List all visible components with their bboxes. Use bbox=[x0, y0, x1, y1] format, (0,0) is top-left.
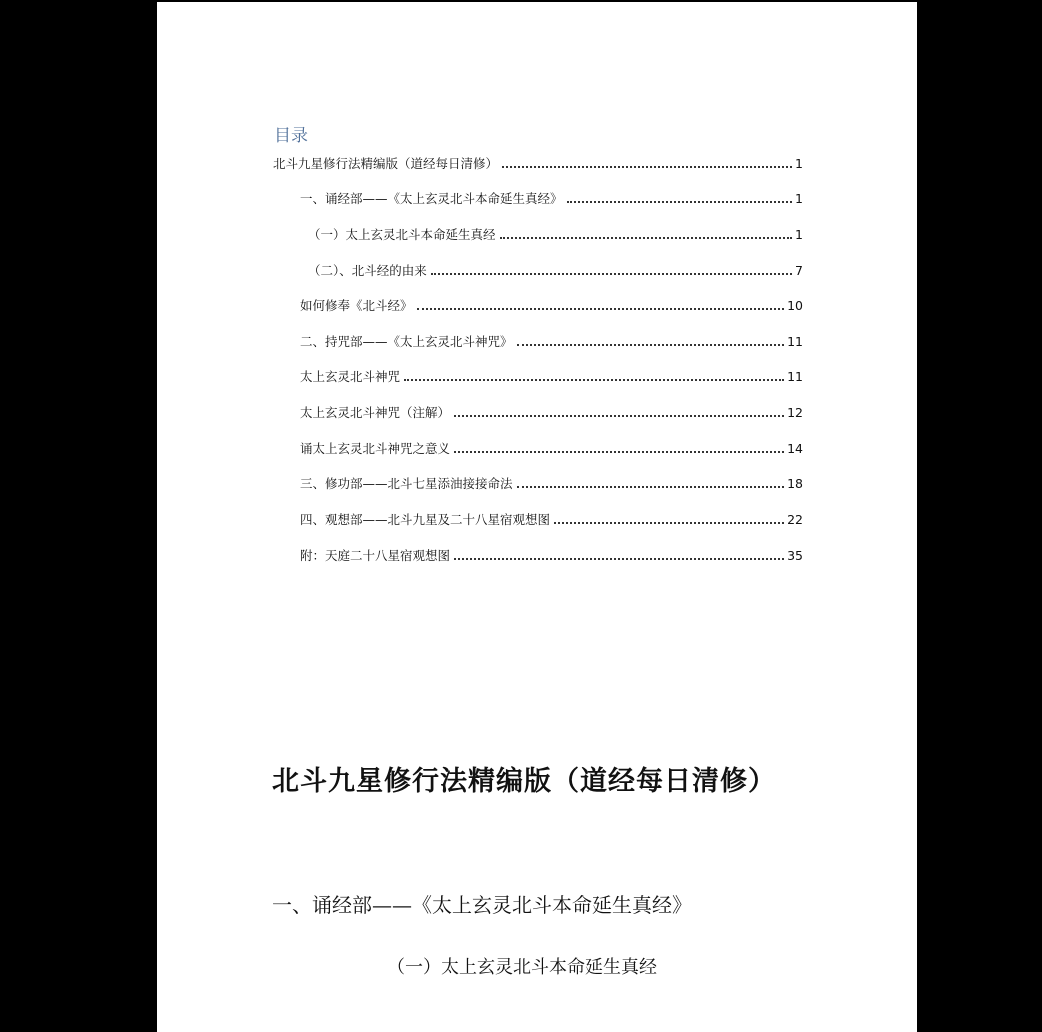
toc-entry[interactable] bbox=[308, 225, 803, 245]
toc-entry[interactable] bbox=[300, 546, 803, 566]
toc-entry-page: 1 bbox=[795, 227, 803, 242]
toc-entry-text: 北斗九星修行法精编版（道经每日清修） bbox=[273, 156, 499, 171]
toc-entry-page: 1 bbox=[795, 191, 803, 206]
toc-entry-page: 11 bbox=[787, 334, 803, 349]
toc-entry[interactable] bbox=[300, 189, 803, 209]
toc-leader-dots bbox=[500, 237, 793, 239]
toc-leader-dots bbox=[417, 308, 785, 310]
toc-entry-text: 太上玄灵北斗神咒（注解） bbox=[300, 405, 451, 420]
toc-entry-page: 12 bbox=[787, 405, 803, 420]
toc-leader-dots bbox=[431, 273, 792, 275]
toc-leader-dots bbox=[454, 451, 784, 453]
toc-entry-text: 三、修功部——北斗七星添油接接命法 bbox=[300, 476, 513, 491]
toc-leader-dots bbox=[517, 344, 785, 346]
document-heading-2: 一、诵经部——《太上玄灵北斗本命延生真经》 bbox=[272, 893, 692, 917]
document-page bbox=[157, 2, 917, 1032]
toc-leader-dots bbox=[554, 522, 784, 524]
toc-entry[interactable] bbox=[300, 296, 803, 316]
toc-leader-dots bbox=[454, 415, 784, 417]
toc-entry-page: 22 bbox=[787, 512, 803, 527]
toc-leader-dots bbox=[404, 379, 784, 381]
toc-title: 目录 bbox=[274, 126, 308, 146]
toc-entry-text: 如何修奉《北斗经》 bbox=[300, 298, 413, 313]
toc-entry[interactable] bbox=[308, 261, 803, 281]
toc-entry-text: （一）太上玄灵北斗本命延生真经 bbox=[308, 227, 496, 242]
document-heading-3: （一）太上玄灵北斗本命延生真经 bbox=[387, 957, 657, 978]
toc-entry-page: 35 bbox=[787, 548, 803, 563]
toc-leader-dots bbox=[517, 486, 785, 488]
toc-entry[interactable] bbox=[273, 154, 803, 174]
toc-entry[interactable] bbox=[300, 474, 803, 494]
toc-entry-page: 11 bbox=[787, 369, 803, 384]
toc-entry-text: 四、观想部——北斗九星及二十八星宿观想图 bbox=[300, 512, 551, 527]
toc-entry-page: 10 bbox=[787, 298, 803, 313]
toc-leader-dots bbox=[502, 166, 792, 168]
toc-entry-text: 二、持咒部——《太上玄灵北斗神咒》 bbox=[300, 334, 513, 349]
toc-entry-page: 1 bbox=[795, 156, 803, 171]
toc-entry-page: 18 bbox=[787, 476, 803, 491]
toc-leader-dots bbox=[567, 201, 793, 203]
toc-entry-page: 14 bbox=[787, 441, 803, 456]
toc-leader-dots bbox=[454, 558, 784, 560]
toc-entry[interactable] bbox=[300, 439, 803, 459]
toc-entry[interactable] bbox=[300, 367, 803, 387]
toc-entry[interactable] bbox=[300, 403, 803, 423]
toc-entry-text: 一、诵经部——《太上玄灵北斗本命延生真经》 bbox=[300, 191, 563, 206]
toc-entry-text: （二）、北斗经的由来 bbox=[308, 263, 427, 278]
toc-entry-page: 7 bbox=[795, 263, 803, 278]
toc-entry-text: 诵太上玄灵北斗神咒之意义 bbox=[300, 441, 451, 456]
toc-entry-text: 太上玄灵北斗神咒 bbox=[300, 369, 401, 384]
toc-entry[interactable] bbox=[300, 332, 803, 352]
toc-entry[interactable] bbox=[300, 510, 803, 530]
document-heading-1: 北斗九星修行法精编版（道经每日清修） bbox=[272, 766, 776, 797]
toc-entry-text: 附：天庭二十八星宿观想图 bbox=[300, 548, 451, 563]
